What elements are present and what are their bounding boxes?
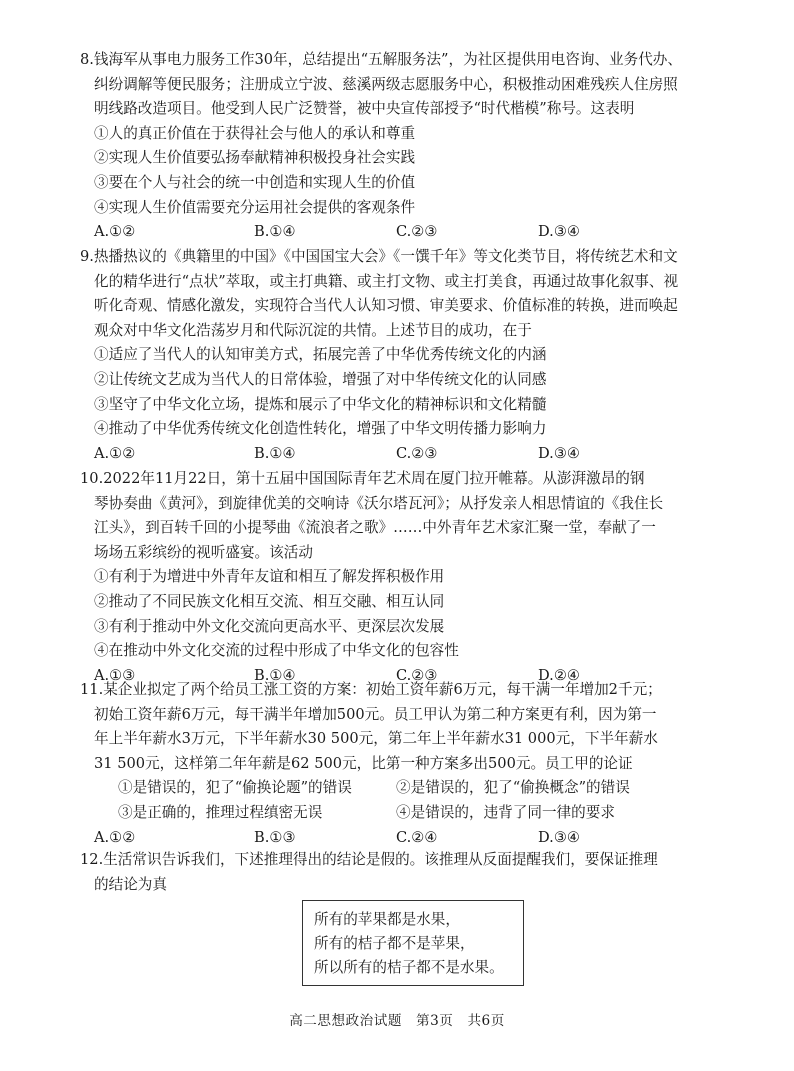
choice-a: A.①② [94, 444, 136, 462]
question-stem-line: 观众对中华文化浩荡岁月和代际沉淀的共情。上述节目的成功，在于 [94, 321, 532, 339]
choice-b: B.①④ [254, 223, 296, 241]
premise-major: 所有的苹果都是水果， [314, 911, 460, 928]
question-9 [80, 245, 734, 466]
question-stem-line: 10.2022年11月22日，第十五届中国国际青年艺术周在厦门拉开帷幕。从澎湃激昂的钢 [80, 470, 645, 487]
choice-d: D.③④ [538, 828, 580, 846]
question-stem-line: 场场五彩缤纷的视听盛宴。该活动 [94, 543, 313, 561]
option-2: ②是错误的，犯了“偷换概念”的错误 [396, 779, 630, 797]
option-4: ④是错误的，违背了同一律的要求 [396, 803, 615, 821]
premise-minor: 所有的桔子都不是苹果， [314, 935, 475, 953]
choice-d: D.③④ [538, 223, 580, 241]
question-stem-line: 11.某企业拟定了两个给员工涨工资的方案：初始工资年薪6万元，每干满一年增加2千元； [80, 681, 662, 698]
question-8 [80, 48, 734, 245]
question-stem-line: 江头》，到百转千回的小提琴曲《流浪者之歌》……中外青年艺术家汇聚一堂，奉献了一 [94, 519, 656, 537]
option-2: ②推动了不同民族文化相互交流、相互交融、相互认同 [94, 592, 445, 610]
question-stem-line: 年上半年薪水3万元，下半年薪水30 500元，第二年上半年薪水31 000元，下半年薪水 [94, 730, 658, 748]
question-stem-line: 8.钱海军从事电力服务工作30年，总结提出“五解服务法”，为社区提供用电咨询、业务代办、 [80, 51, 682, 68]
question-stem-line: 明线路改造项目。他受到人民广泛赞誉，被中央宣传部授予“时代楷模”称号。这表明 [94, 100, 635, 118]
option-3: ③要在个人与社会的统一中创造和实现人生的价值 [94, 173, 416, 191]
question-10 [80, 467, 734, 688]
option-3: ③是正确的，推理过程缜密无误 [118, 803, 323, 821]
option-1: ①适应了当代人的认知审美方式，拓展完善了中华优秀传统文化的内涵 [94, 346, 547, 364]
question-stem-line: 化的精华进行“点状”萃取，或主打典籍、或主打文物、或主打美食，再通过故事化叙事、视 [94, 272, 679, 290]
choice-b: B.①③ [254, 828, 296, 846]
question-12 [80, 848, 734, 897]
option-2: ②实现人生价值要弘扬奉献精神积极投身社会实践 [94, 149, 416, 167]
question-stem-line: 31 500元，这样第二年年薪是62 500元，比第一种方案多出500元。员工甲的论证 [94, 754, 633, 772]
conclusion: 所以所有的桔子都不是水果。 [314, 959, 504, 977]
question-stem-line: 9.热播热议的《典籍里的中国》《中国国宝大会》《一馔千年》等文化类节目，将传统艺术和文 [80, 248, 678, 265]
syllogism-box [302, 900, 524, 986]
answer-choices [94, 442, 734, 467]
option-row [94, 801, 734, 826]
question-stem-line: 的结论为真 [94, 875, 167, 893]
choice-a: A.①② [94, 828, 136, 846]
choice-a: A.①② [94, 223, 136, 241]
question-stem-line: 琴协奏曲《黄河》，到旋律优美的交响诗《沃尔塔瓦河》；从抒发亲人相思情谊的《我住长 [94, 494, 664, 512]
option-row [94, 776, 734, 801]
answer-choices [94, 826, 734, 851]
question-stem-line: 12.生活常识告诉我们，下述推理得出的结论是假的。该推理从反面提醒我们，要保证推理 [80, 851, 658, 868]
choice-c: C.②③ [396, 223, 438, 241]
question-stem-line: 纠纷调解等便民服务；注册成立宁波、慈溪两级志愿服务中心，积极推动困难残疾人住房照 [94, 75, 678, 93]
choice-c: C.②③ [396, 444, 438, 462]
choice-a: A.①③ [94, 666, 136, 684]
option-1: ①是错误的，犯了“偷换论题”的错误 [118, 779, 352, 797]
option-4: ④在推动中外文化交流的过程中形成了中华文化的包容性 [94, 642, 459, 660]
choice-d: D.②④ [538, 666, 580, 684]
choice-b: B.①④ [254, 444, 296, 462]
option-4: ④推动了中华优秀传统文化创造性转化，增强了中华文明传播力影响力 [94, 420, 547, 438]
option-1: ①有利于为增进中外青年友谊和相互了解发挥积极作用 [94, 568, 445, 586]
option-3: ③坚守了中华文化立场，提炼和展示了中华文化的精神标识和文化精髓 [94, 395, 547, 413]
question-stem-line: 初始工资年薪6万元，每干满半年增加500元。员工甲认为第二种方案更有利，因为第一 [94, 705, 657, 723]
page-footer: 高二思想政治试题 第3页 共6页 [289, 1013, 505, 1029]
option-1: ①人的真正价值在于获得社会与他人的承认和尊重 [94, 124, 416, 142]
option-2: ②让传统文艺成为当代人的日常体验，增强了对中华传统文化的认同感 [94, 370, 547, 388]
choice-c: C.②③ [396, 666, 438, 684]
choice-c: C.②④ [396, 828, 438, 846]
choice-b: B.①④ [254, 666, 296, 684]
question-stem-line: 听化奇观、情感化激发，实现符合当代人认知习惯、审美要求、价值标准的转换，进而唤起 [94, 297, 678, 315]
choice-d: D.③④ [538, 444, 580, 462]
question-11 [80, 678, 734, 850]
option-3: ③有利于推动中外文化交流向更高水平、更深层次发展 [94, 617, 445, 635]
answer-choices [94, 220, 734, 245]
option-4: ④实现人生价值需要充分运用社会提供的客观条件 [94, 198, 416, 216]
